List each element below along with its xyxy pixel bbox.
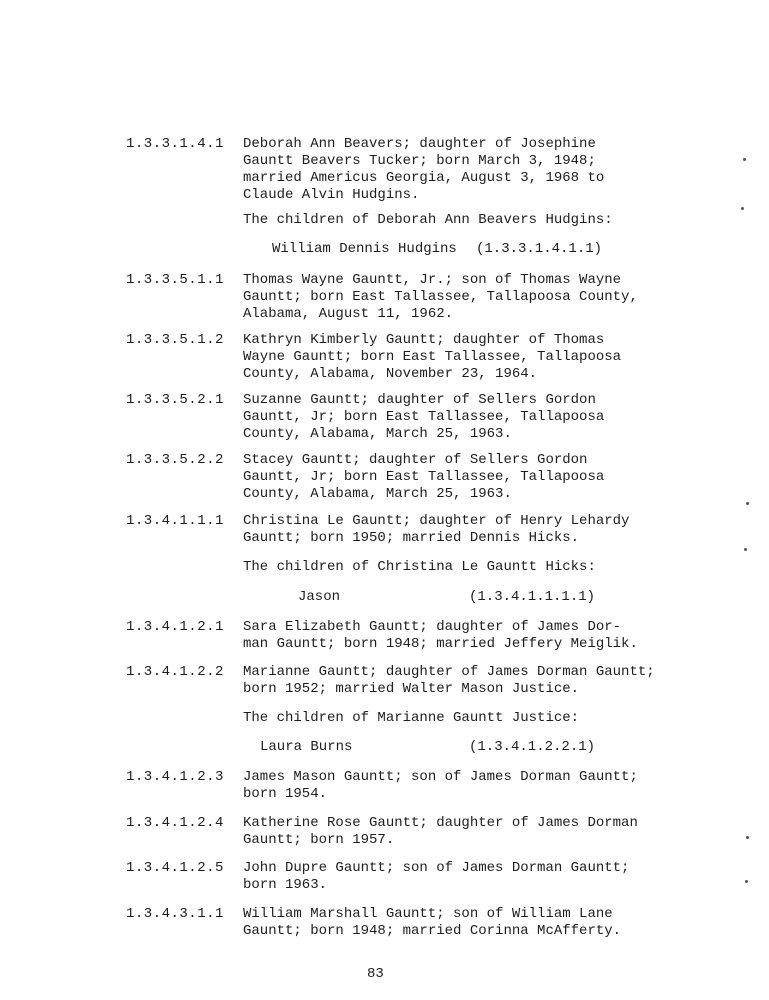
entry-number: 1.3.4.1.2.4 bbox=[126, 815, 224, 831]
entry-line: Sara Elizabeth Gauntt; daughter of James Dor- bbox=[243, 619, 622, 635]
entry-number: 1.3.4.1.2.1 bbox=[126, 619, 224, 635]
entry-text bbox=[243, 513, 713, 547]
entry-line: Kathryn Kimberly Gauntt; daughter of Thomas bbox=[243, 332, 605, 348]
entry-line: Gauntt; born 1950; married Dennis Hicks. bbox=[243, 530, 580, 546]
entry-line: Wayne Gauntt; born East Tallassee, Tallapoosa bbox=[243, 349, 622, 365]
child-ref: (1.3.3.1.4.1.1) bbox=[476, 241, 603, 257]
entry-line: Gauntt; born 1948; married Corinna McAfferty. bbox=[243, 923, 622, 939]
scan-speck bbox=[741, 207, 744, 210]
page-number: 83 bbox=[367, 966, 384, 982]
entry-number: 1.3.3.5.1.1 bbox=[126, 272, 224, 288]
entry-number: 1.3.3.5.1.2 bbox=[126, 332, 224, 348]
entry-number: 1.3.4.1.1.1 bbox=[126, 513, 224, 529]
entry-line: married Americus Georgia, August 3, 1968 to bbox=[243, 170, 605, 186]
entry-line: Stacey Gauntt; daughter of Sellers Gordon bbox=[243, 452, 588, 468]
entry-text bbox=[243, 619, 713, 653]
entry-text bbox=[243, 136, 713, 204]
entry-text bbox=[243, 860, 713, 894]
entry-number: 1.3.4.1.2.5 bbox=[126, 860, 224, 876]
child-name: Laura Burns bbox=[260, 739, 353, 755]
entry-line: born 1963. bbox=[243, 877, 328, 893]
entry-line: Gauntt Beavers Tucker; born March 3, 1948; bbox=[243, 153, 596, 169]
entry-line: born 1954. bbox=[243, 786, 328, 802]
entry-number: 1.3.3.5.2.2 bbox=[126, 452, 224, 468]
entry-text bbox=[243, 769, 713, 803]
entry-text bbox=[243, 272, 713, 323]
entry-text bbox=[243, 906, 713, 940]
scan-speck bbox=[746, 502, 749, 505]
entry-number: 1.3.4.1.2.2 bbox=[126, 664, 224, 680]
entry-number: 1.3.3.1.4.1 bbox=[126, 136, 224, 152]
entry-text bbox=[243, 392, 713, 443]
entry-line: born 1952; married Walter Mason Justice. bbox=[243, 681, 580, 697]
scan-speck bbox=[745, 880, 748, 883]
entry-line: Katherine Rose Gauntt; daughter of James Dorman bbox=[243, 815, 638, 831]
entry-line: Deborah Ann Beavers; daughter of Josephine bbox=[243, 136, 596, 152]
entry-line: Thomas Wayne Gauntt, Jr.; son of Thomas Wayne bbox=[243, 272, 622, 288]
scan-speck bbox=[746, 836, 749, 839]
entry-line: John Dupre Gauntt; son of James Dorman Gauntt; bbox=[243, 860, 630, 876]
entry-text bbox=[243, 332, 713, 383]
entry-line: Gauntt, Jr; born East Tallassee, Tallapoosa bbox=[243, 469, 605, 485]
child-name: Jason bbox=[298, 589, 341, 605]
entry-line: William Marshall Gauntt; son of William Lane bbox=[243, 906, 613, 922]
entry-line: Gauntt; born East Tallassee, Tallapoosa County, bbox=[243, 289, 638, 305]
scan-speck bbox=[744, 548, 747, 551]
entry-text bbox=[243, 815, 713, 849]
entry-line: Gauntt; born 1957. bbox=[243, 832, 395, 848]
children-heading: The children of Deborah Ann Beavers Hudgins: bbox=[243, 212, 613, 228]
children-heading: The children of Marianne Gauntt Justice: bbox=[243, 710, 580, 726]
child-name: William Dennis Hudgins bbox=[272, 241, 457, 257]
entry-text bbox=[243, 452, 713, 503]
entry-line: County, Alabama, March 25, 1963. bbox=[243, 486, 512, 502]
entry-line: Gauntt, Jr; born East Tallassee, Tallapoosa bbox=[243, 409, 605, 425]
entry-line: County, Alabama, March 25, 1963. bbox=[243, 426, 512, 442]
entry-line: Alabama, August 11, 1962. bbox=[243, 306, 454, 322]
entry-line: Suzanne Gauntt; daughter of Sellers Gordon bbox=[243, 392, 596, 408]
entry-line: man Gauntt; born 1948; married Jeffery Meiglik. bbox=[243, 636, 638, 652]
children-heading: The children of Christina Le Gauntt Hicks: bbox=[243, 559, 596, 575]
entry-number: 1.3.4.3.1.1 bbox=[126, 906, 224, 922]
entry-number: 1.3.4.1.2.3 bbox=[126, 769, 224, 785]
child-ref: (1.3.4.1.1.1.1) bbox=[469, 589, 596, 605]
child-ref: (1.3.4.1.2.2.1) bbox=[469, 739, 596, 755]
entry-number: 1.3.3.5.2.1 bbox=[126, 392, 224, 408]
entry-line: James Mason Gauntt; son of James Dorman Gauntt; bbox=[243, 769, 638, 785]
entry-line: Christina Le Gauntt; daughter of Henry Lehardy bbox=[243, 513, 630, 529]
entry-line: County, Alabama, November 23, 1964. bbox=[243, 366, 538, 382]
entry-line: Marianne Gauntt; daughter of James Dorman Gauntt; bbox=[243, 664, 655, 680]
entry-line: Claude Alvin Hudgins. bbox=[243, 187, 420, 203]
entry-text bbox=[243, 664, 713, 698]
scan-speck bbox=[743, 158, 746, 161]
